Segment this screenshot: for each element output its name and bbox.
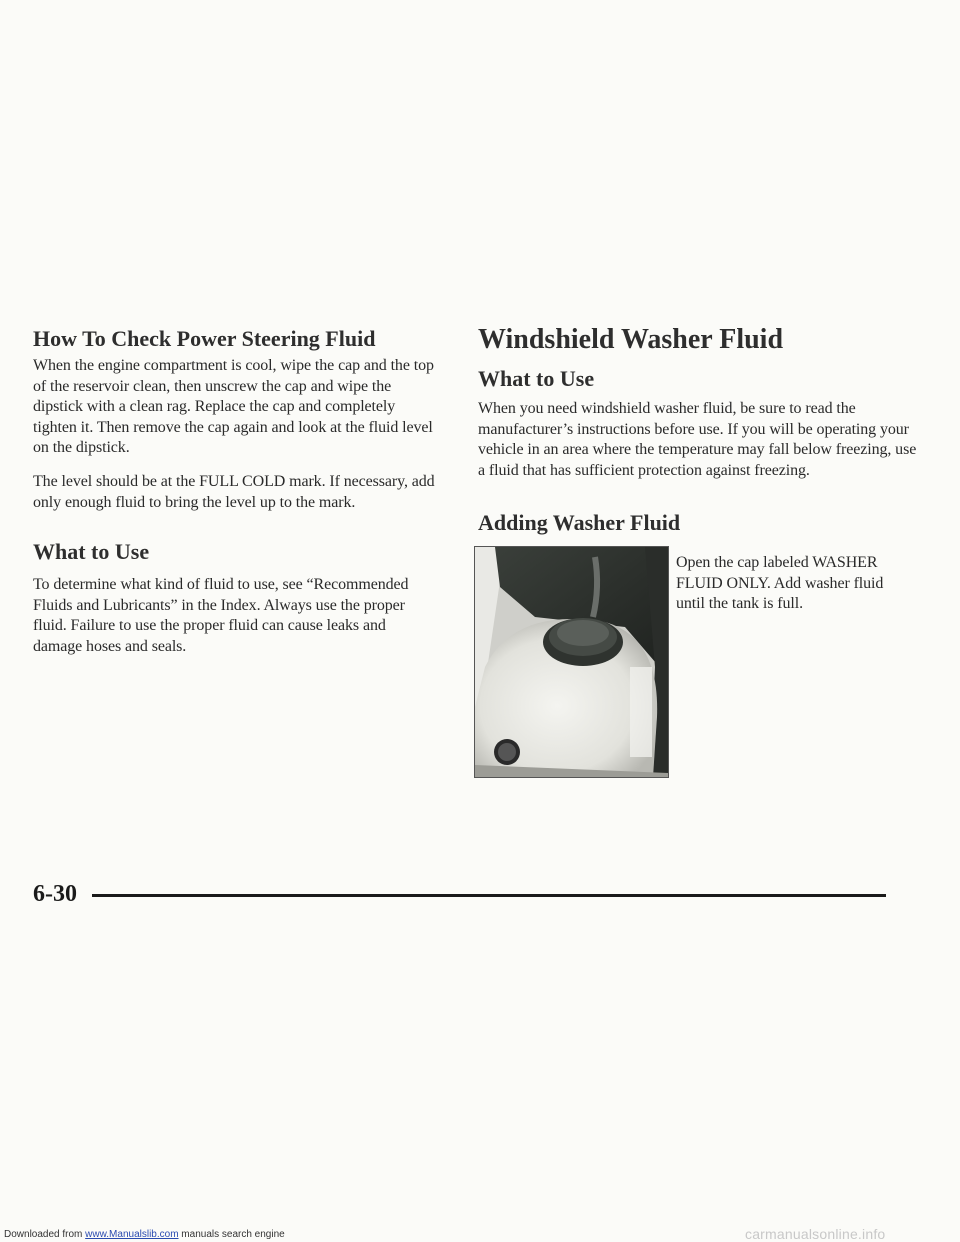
- power-steering-paragraph-3: To determine what kind of fluid to use, see “Recommended Fluids and Lubricants” in the Index. Always use the proper fluid. Failure to use the proper fluid can cause leaks and damage hoses and seals.: [33, 576, 409, 655]
- washer-reservoir-photo: [474, 546, 669, 778]
- power-steering-paragraph-2: The level should be at the FULL COLD mark. If necessary, add only enough fluid to bring the level up to the mark.: [33, 473, 435, 511]
- washer-reservoir-illustration: [475, 547, 668, 777]
- adding-washer-fluid-paragraph: Open the cap labeled WASHER FLUID ONLY. Add washer fluid until the tank is full.: [676, 554, 884, 612]
- download-prefix: Downloaded from: [4, 1229, 86, 1240]
- footer-rule: [92, 894, 886, 897]
- power-steering-heading: How To Check Power Steering Fluid: [33, 326, 376, 351]
- download-suffix: manuals search engine: [178, 1229, 285, 1240]
- adding-washer-fluid-heading: Adding Washer Fluid: [478, 510, 681, 535]
- washer-fluid-title: Windshield Washer Fluid: [478, 324, 784, 355]
- page-number: 6-30: [33, 881, 77, 907]
- power-steering-paragraph-1: When the engine compartment is cool, wipe the cap and the top of the reservoir clean, then unscrew the cap and wipe the dipstick with a clean rag. Replace the cap and completely tighten it. Then remove the cap again and look at the fluid level on the dipstick.: [33, 357, 434, 456]
- right-what-to-use-heading: What to Use: [478, 366, 595, 391]
- washer-fluid-paragraph: When you need windshield washer fluid, be sure to read the manufacturer’s instructions before use. If you will be operating your vehicle in an area where the temperature may fall below freezing, use a fluid that has sufficient protection against freezing.: [478, 400, 917, 479]
- manualslib-link[interactable]: www.Manualslib.com: [85, 1229, 179, 1240]
- watermark-text: carmanualsonline.info: [745, 1226, 886, 1242]
- download-credit: [4, 1229, 285, 1240]
- left-what-to-use-heading: What to Use: [33, 539, 150, 564]
